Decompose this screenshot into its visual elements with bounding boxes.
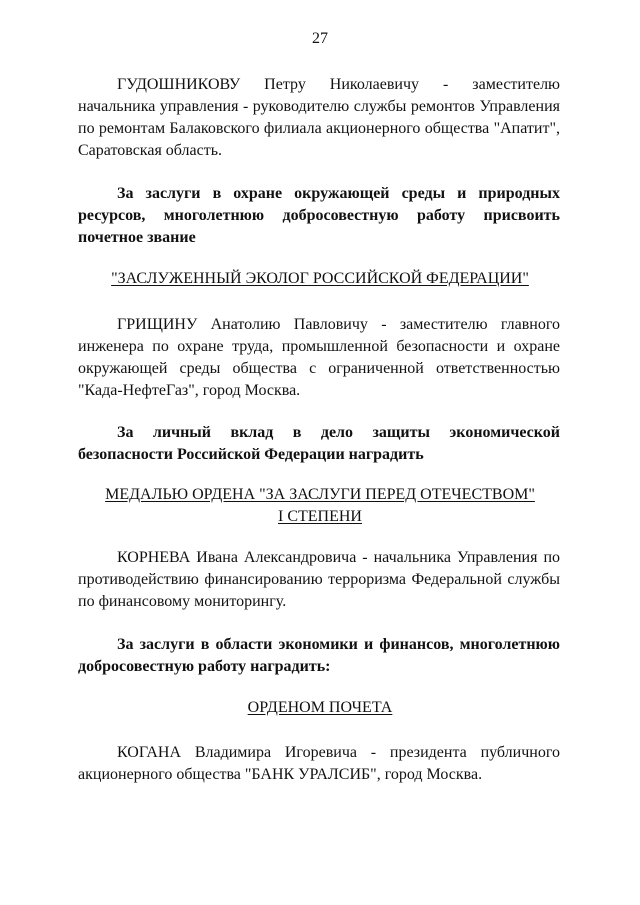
award-recipient-grishchin: ГРИЩИНУ Анатолию Павловичу - заместителю главного инженера по охране труда, промышленной безопасности и охране окружающей среды общества с ограниченной ответственностью "Када-НефтеГаз", город Москва. <box>78 316 560 399</box>
merit-economy-paragraph: За заслуги в области экономики и финансов, многолетнюю добросовестную работу наградить: <box>78 636 560 675</box>
award-recipient-gudoshnikov: ГУДОШНИКОВУ Петру Николаевичу - заместителю начальника управления - руководителю службы ремонтов Управления по ремонтам Балаковского филиала акционерного общества "Апатит", Саратовская область. <box>78 76 560 159</box>
medal-title-line2: I СТЕПЕНИ <box>278 508 362 525</box>
merit-ecology-paragraph: За заслуги в охране окружающей среды и природных ресурсов, многолетнюю добросовестную работу присвоить почетное звание <box>78 185 560 246</box>
award-recipient-kornev: КОРНЕВА Ивана Александровича - начальника Управления по противодействию финансированию терроризма Федеральной службы по финансовому мониторингу. <box>78 549 560 610</box>
medal-order-title <box>0 484 640 528</box>
order-of-honor-title: ОРДЕНОМ ПОЧЕТА <box>247 699 393 716</box>
award-recipient-kogan: КОГАНА Владимира Игоревича - президента публичного акционерного общества "БАНК УРАЛСИБ", город Москва. <box>78 744 560 783</box>
medal-title-line1: МЕДАЛЬЮ ОРДЕНА "ЗА ЗАСЛУГИ ПЕРЕД ОТЕЧЕСТВОМ" <box>105 486 535 503</box>
merit-security-paragraph: За личный вклад в дело защиты экономической безопасности Российской Федерации наградить <box>78 424 560 463</box>
honorary-title-ecologist: "ЗАСЛУЖЕННЫЙ ЭКОЛОГ РОССИЙСКОЙ ФЕДЕРАЦИИ" <box>111 270 529 287</box>
page-number: 27 <box>312 30 328 47</box>
